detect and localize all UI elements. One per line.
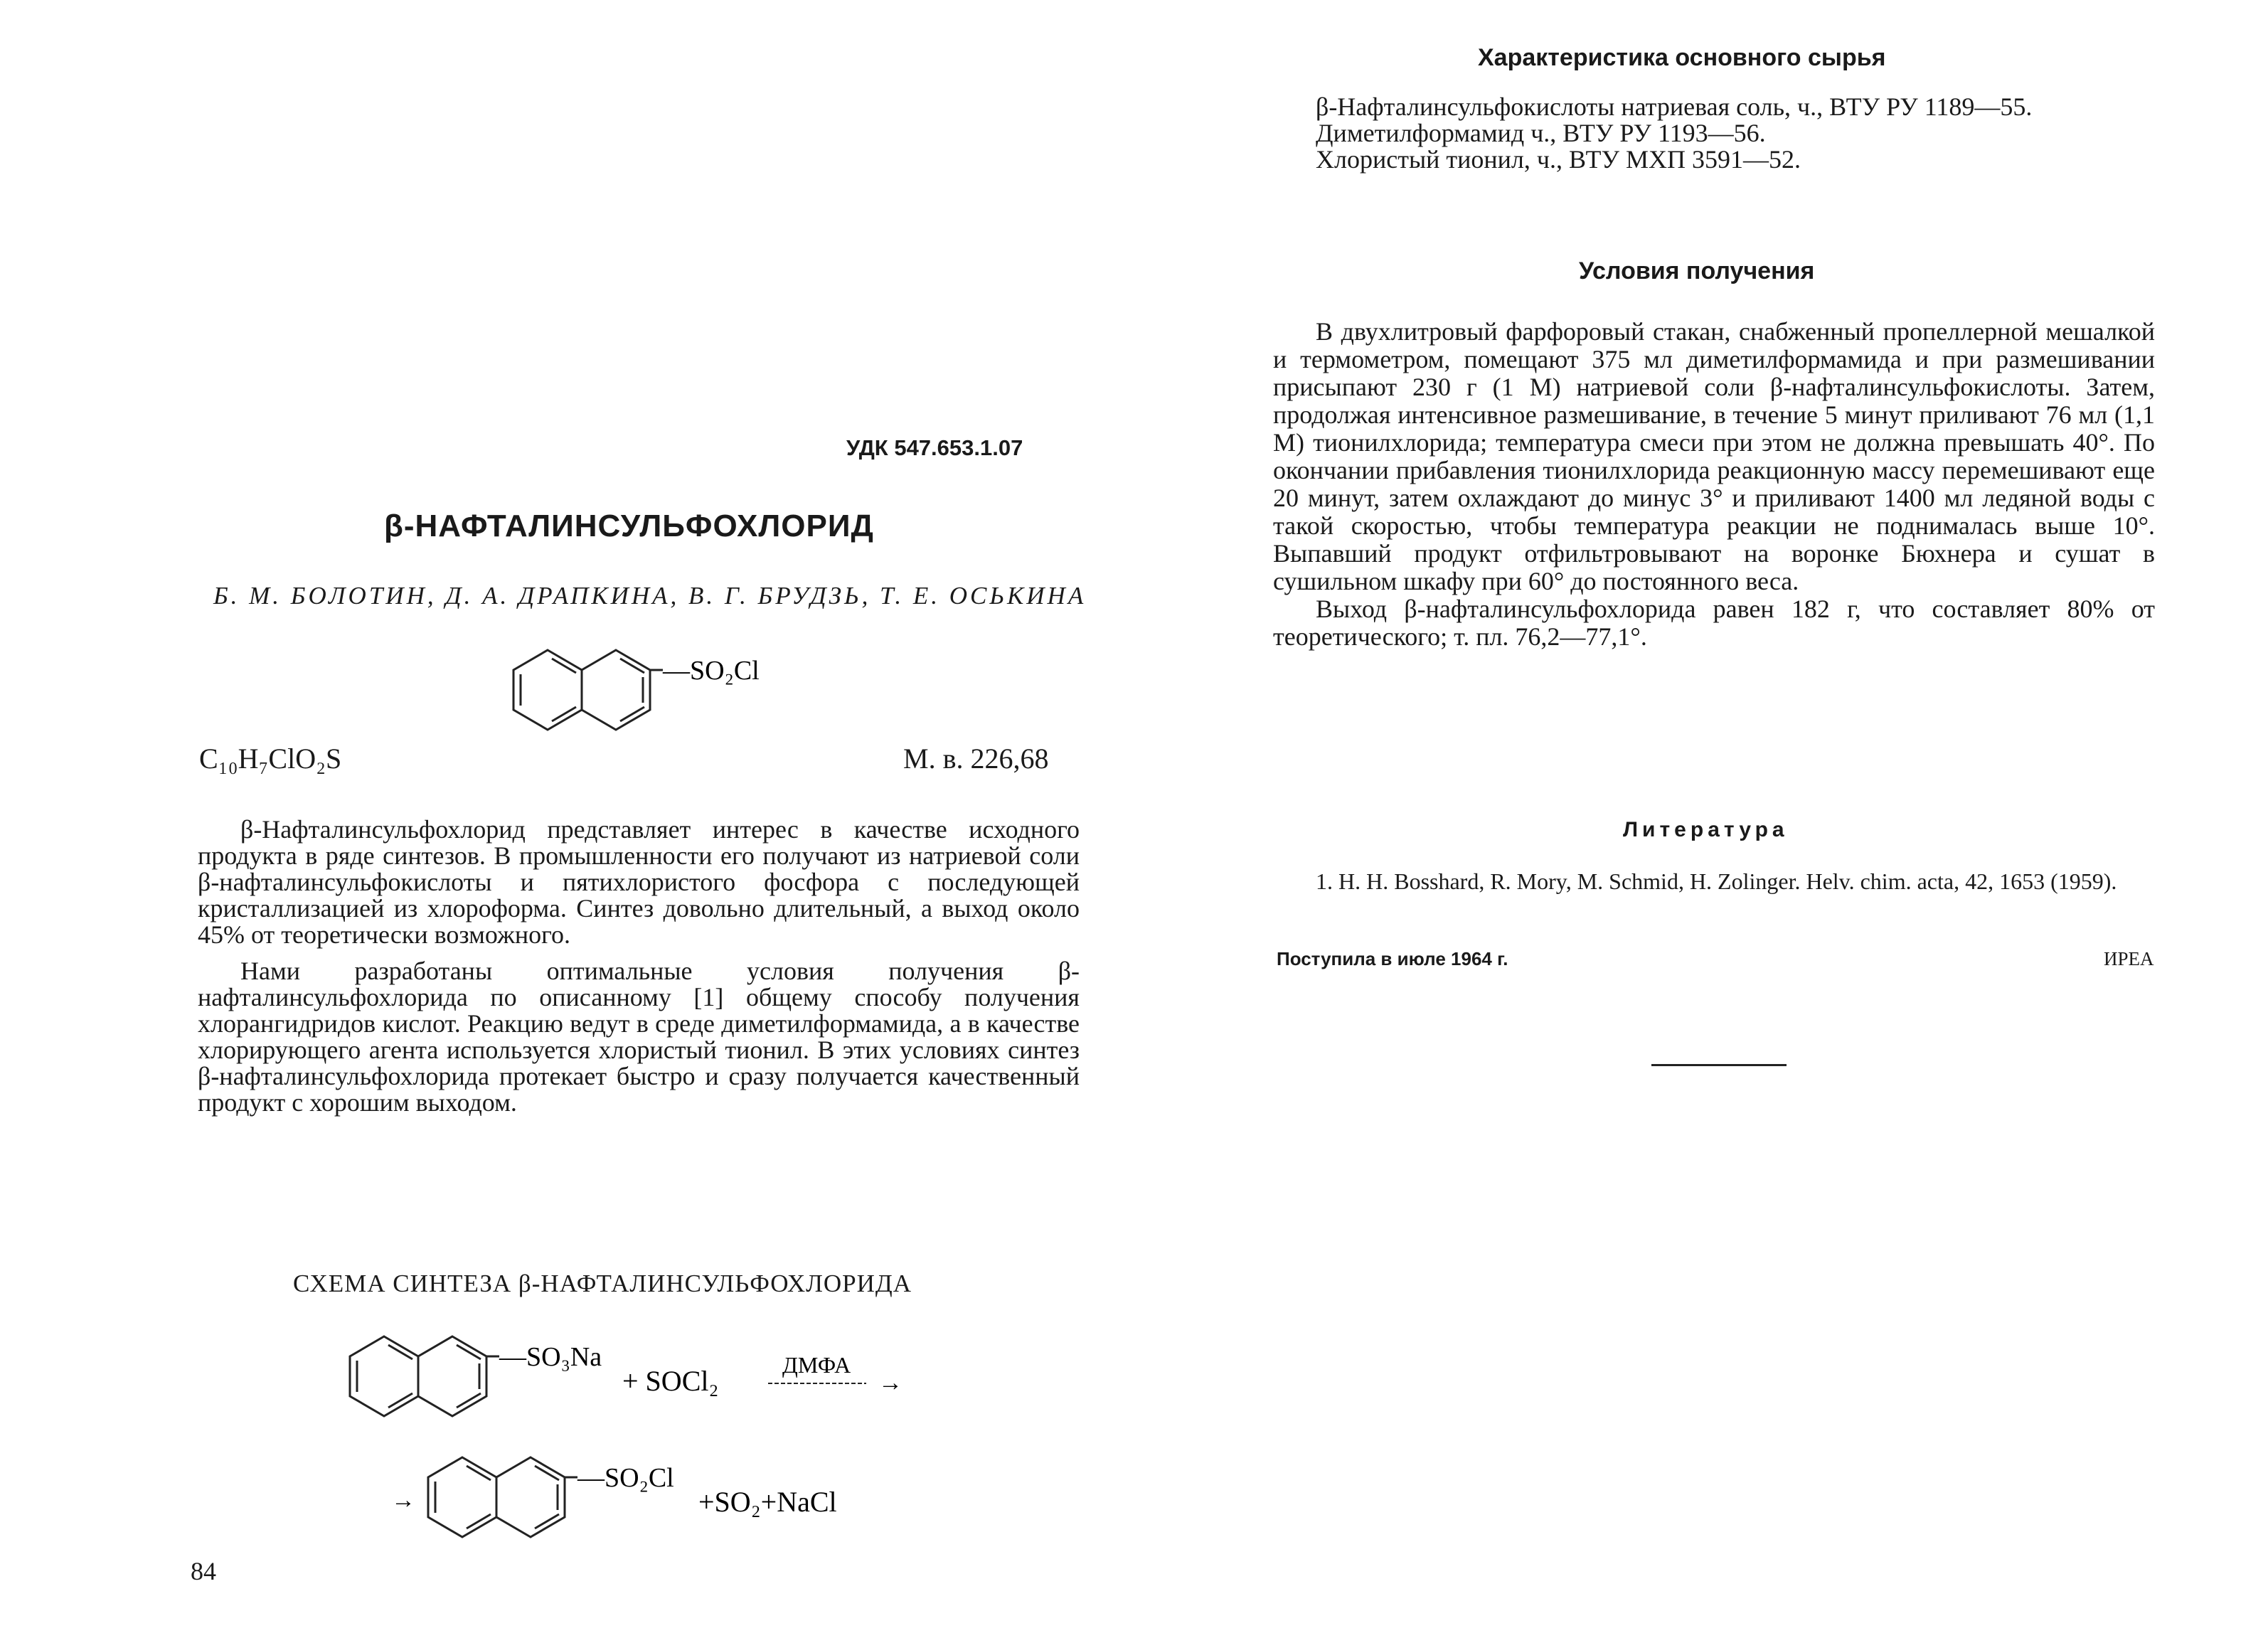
- synthesis-scheme-row-1: [341, 1323, 967, 1437]
- product-arrow: →: [391, 1487, 415, 1514]
- reaction-arrow: →: [878, 1370, 903, 1396]
- catalyst-label: ДМФА: [782, 1352, 851, 1378]
- article-title: β-НАФТАЛИНСУЛЬФОХЛОРИД: [384, 509, 874, 543]
- intro-text: [198, 817, 1080, 1116]
- conditions-heading: Условия получения: [1579, 257, 1815, 284]
- raw-material-item: Диметилформамид ч., ВТУ РУ 1193—56.: [1316, 119, 1766, 147]
- structure-group-label: —SO₂Cl: [663, 656, 760, 686]
- reagent: + SOCl₂: [622, 1365, 719, 1397]
- literature-heading: Литература: [1623, 818, 1789, 841]
- received-date: Поступила в июле 1964 г.: [1277, 948, 1508, 969]
- conditions-paragraph-1: В двухлитровый фарфоровый стакан, снабженный пропеллерной мешалкой и термометром, помещают 375 мл диметилформамида и при размешивании присыпают 230 г (1 М) натриевой соли β-нафталинсульфокислоты. Затем, продолжая интенсивное размешивание, в течение 5 минут приливают 76 мл (1,1 М) тионилхлорида; температура смеси при этом не должна превышать 40°. По окончании прибавления тионилхлорида реакционную массу перемешивают еще 20 минут, затем охлаждают до минус 3° и приливают 1400 мл ледяной воды с такой скоростью, чтобы температура реакции не поднималась выше 10°. Выпавший продукт отфильтровывают на воронке Бюхнера и сушат в сушильном шкафу при 60° до постоянного веса.: [1273, 317, 2155, 595]
- product-group: —SO₂Cl: [577, 1463, 674, 1493]
- page-number: 84: [191, 1557, 216, 1585]
- byproducts: +SO₂+NaCl: [698, 1486, 837, 1518]
- synthesis-scheme-row-2: [391, 1444, 974, 1558]
- conditions-text: [1273, 318, 2155, 651]
- reactant-group: —SO₃Na: [499, 1342, 602, 1372]
- conditions-paragraph-2: Выход β-нафталинсульфохлорида равен 182 г, что составляет 80% от теоретического; т. пл. 76,2—77,1°.: [1273, 595, 2155, 651]
- end-rule: [1651, 1064, 1787, 1066]
- molecular-formula: C₁₀H₇ClO₂S: [199, 743, 342, 775]
- udk-code: УДК 547.653.1.07: [846, 435, 1023, 460]
- authors: Б. М. БОЛОТИН, Д. А. ДРАПКИНА, В. Г. БРУДЗЬ, Т. Е. ОСЬКИНА: [213, 582, 1087, 610]
- raw-materials-heading: Характеристика основного сырья: [1478, 44, 1886, 71]
- reference-1: [1273, 866, 2155, 896]
- organization: ИРЕА: [2104, 948, 2154, 969]
- molecular-weight: М. в. 226,68: [903, 743, 1049, 775]
- scheme-title: СХЕМА СИНТЕЗА β-НАФТАЛИНСУЛЬФОХЛОРИДА: [293, 1270, 912, 1297]
- raw-material-item: Хлористый тионил, ч., ВТУ МХП 3591—52.: [1316, 145, 1801, 174]
- paragraph-1: β-Нафталинсульфохлорид представляет интерес в качестве исходного продукта в ряде синтезов. В промышленности его получают из натриевой соли β-нафталинсульфокислоты и пятихлористого фосфора с последующей кристаллизацией из хлороформа. Синтез довольно длительный, а выход около 45% от теоретически возможного.: [198, 815, 1080, 949]
- raw-material-item: β-Нафталинсульфокислоты натриевая соль, ч., ВТУ РУ 1189—55.: [1316, 92, 2033, 121]
- raw-materials-list: [1273, 94, 2155, 173]
- reference-text: 1. H. H. Bosshard, R. Mory, M. Schmid, H. Zolinger. Helv. chim. acta, 42, 1653 (1959).: [1316, 868, 2117, 894]
- paragraph-2: Нами разработаны оптимальные условия получения β-нафталинсульфохлорида по описанному [1] общему способу получения хлорангидридов кислот. Реакцию ведут в среде диметилформамида, а в качестве хлорирующего агента используется хлористый тионил. В этих условиях синтез β-нафталинсульфохлорида протекает быстро и сразу получается качественный продукт с хорошим выходом.: [198, 957, 1080, 1117]
- structure-formula: [505, 640, 761, 740]
